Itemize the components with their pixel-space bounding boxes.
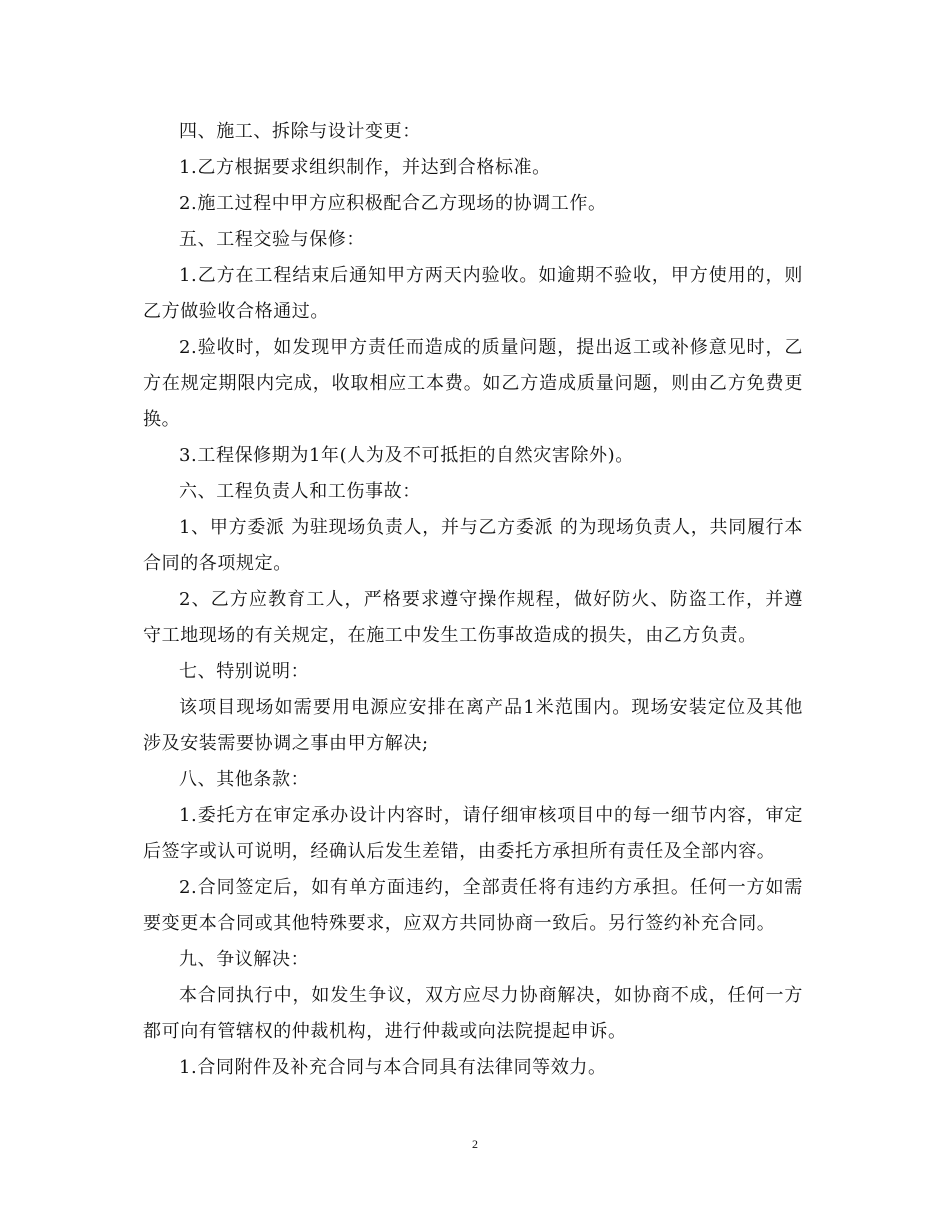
section-heading-acceptance: 五、工程交验与保修：: [179, 229, 365, 250]
section-heading-responsibility: 六、工程负责人和工伤事故：: [179, 481, 421, 502]
clause-paragraph: 2.施工过程中甲方应积极配合乙方现场的协调工作。: [179, 193, 607, 214]
document-body: [143, 114, 803, 1086]
clause-paragraph: 2、乙方应教育工人，严格要求遵守操作规程，做好防火、防盗工作，并遵守工地现场的有关规定，在施工中发生工伤事故造成的损失，由乙方负责。: [143, 589, 803, 646]
clause-paragraph: 1.委托方在审定承办设计内容时，请仔细审核项目中的每一细节内容，审定后签字或认可说明，经确认后发生差错，由委托方承担所有责任及全部内容。: [143, 805, 803, 862]
clause-paragraph: 本合同执行中，如发生争议，双方应尽力协商解决，如协商不成，任何一方都可向有管辖权的仲裁机构，进行仲裁或向法院提起申诉。: [143, 985, 803, 1042]
clause-paragraph: 1.合同附件及补充合同与本合同具有法律同等效力。: [179, 1057, 607, 1078]
page-number: 2: [472, 1137, 478, 1151]
clause-paragraph: 该项目现场如需要用电源应安排在离产品1米范围内。现场安装定位及其他涉及安装需要协调之事由甲方解决;: [143, 697, 803, 754]
section-heading-dispute: 九、争议解决：: [179, 949, 310, 970]
clause-paragraph: 3.工程保修期为1年(人为及不可抵拒的自然灾害除外)。: [179, 445, 634, 466]
clause-paragraph: 1.乙方在工程结束后通知甲方两天内验收。如逾期不验收，甲方使用的，则乙方做验收合格通过。: [143, 265, 803, 322]
section-heading-construction: 四、施工、拆除与设计变更：: [179, 121, 421, 142]
clause-paragraph: 1、甲方委派 为驻现场负责人，并与乙方委派 的为现场负责人，共同履行本合同的各项规定。: [143, 517, 803, 574]
clause-paragraph: 2.验收时，如发现甲方责任而造成的质量问题，提出返工或补修意见时，乙方在规定期限内完成，收取相应工本费。如乙方造成质量问题，则由乙方免费更换。: [143, 337, 803, 430]
clause-paragraph: 1.乙方根据要求组织制作，并达到合格标准。: [179, 157, 551, 178]
section-heading-special-notes: 七、特别说明：: [179, 661, 310, 682]
section-heading-other-terms: 八、其他条款：: [179, 769, 310, 790]
clause-paragraph: 2.合同签定后，如有单方面违约，全部责任将有违约方承担。任何一方如需要变更本合同或其他特殊要求，应双方共同协商一致后。另行签约补充合同。: [143, 877, 803, 934]
